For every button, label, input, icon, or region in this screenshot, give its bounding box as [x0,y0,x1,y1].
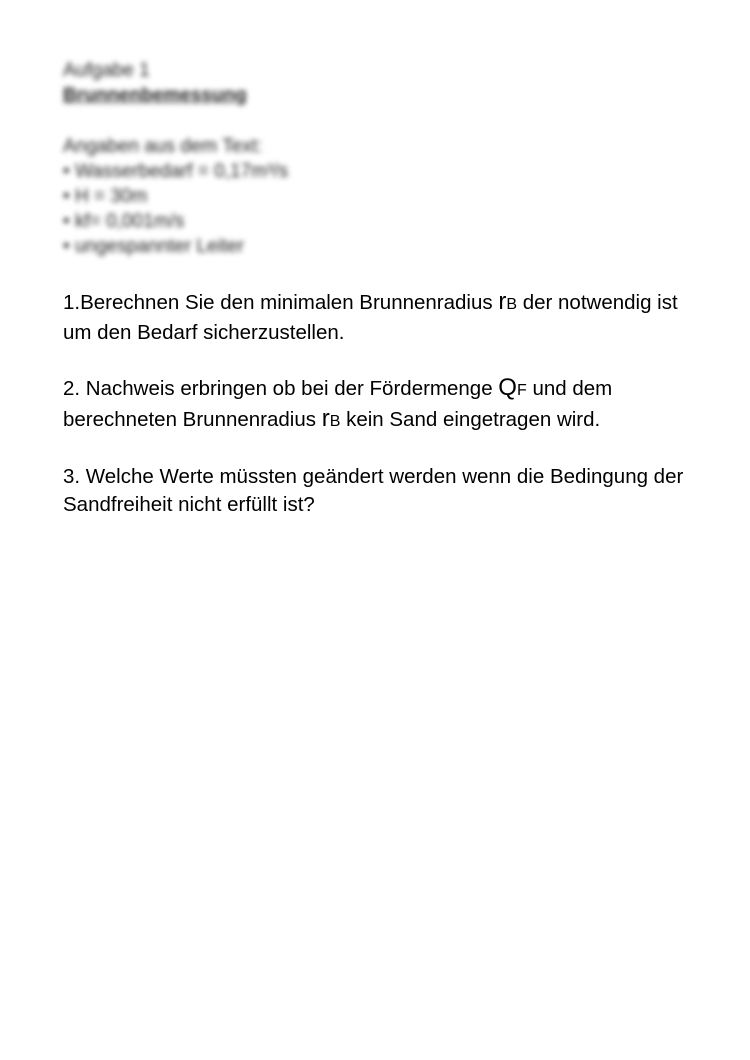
question-2-text-a: 2. Nachweis erbringen ob bei der Fördermenge [63,377,499,400]
symbol-r: r [498,288,507,315]
subscript-b: B [506,296,517,313]
symbol-q: Q [498,374,517,401]
question-2-text-b: und dem berechneten Brunnenradius [63,377,613,431]
task-label: Aufgabe 1 [63,60,150,81]
given-item: • kf= 0,001m/s [63,209,443,234]
questions [63,288,703,546]
given-item: • ungespannter Leiter [63,234,443,259]
symbol-r: r [321,405,330,432]
given-item: • H = 30m [63,184,443,209]
question-3 [63,463,703,519]
question-2-text-c: kein Sand eingetragen wird. [340,408,601,431]
subscript-f: F [516,382,527,399]
question-2 [63,374,703,436]
task-title: Brunnenbemessung [63,85,247,106]
given-item: • Wasserbedarf = 0,17m³/s [63,159,443,184]
given-list [63,159,443,259]
given-heading: Angaben aus dem Text: [63,136,263,157]
question-1-text-a: 1.Berechnen Sie den minimalen Brunnenradius [63,291,499,314]
question-1 [63,288,703,347]
subscript-b: B [329,413,341,430]
question-1-text-b: der notwendig ist um den Bedarf sicherzustellen. [63,291,678,344]
question-3-text: 3. Welche Werte müssten geändert werden wenn die Bedingung der Sandfreiheit nicht erfüllt ist? [63,465,684,516]
blurred-given-section [63,58,443,259]
